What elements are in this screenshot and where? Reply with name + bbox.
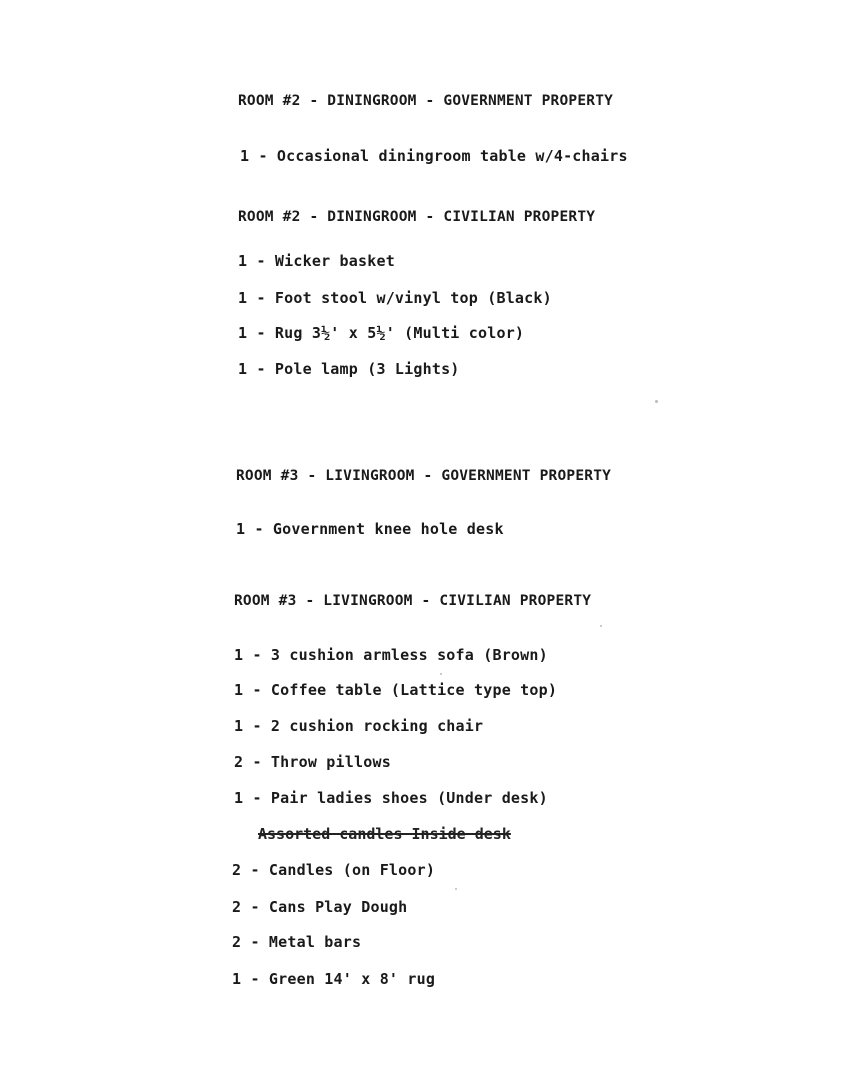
section-heading-room3-government: ROOM #3 - LIVINGROOM - GOVERNMENT PROPERTY <box>236 468 612 484</box>
list-item: 1 - Foot stool w/vinyl top (Black) <box>238 289 552 307</box>
list-item: 1 - 3 cushion armless sofa (Brown) <box>234 646 548 664</box>
list-item: 2 - Cans Play Dough <box>232 898 408 916</box>
list-item: 1 - Green 14' x 8' rug <box>232 970 436 988</box>
scan-speck <box>655 400 658 403</box>
list-item: 1 - Occasional diningroom table w/4-chairs <box>240 147 628 165</box>
list-item: 1 - Wicker basket <box>238 252 395 270</box>
list-item: 2 - Candles (on Floor) <box>232 861 436 879</box>
list-item: 1 - Pole lamp (3 Lights) <box>238 360 460 378</box>
list-item: 1 - 2 cushion rocking chair <box>234 717 484 735</box>
scan-speck <box>440 673 442 675</box>
list-item: 1 - Government knee hole desk <box>236 520 504 538</box>
list-item: 1 - Rug 3½' x 5½' (Multi color) <box>238 324 525 342</box>
scan-speck <box>600 625 602 627</box>
list-item: 2 - Metal bars <box>232 933 362 951</box>
list-item: 2 - Throw pillows <box>234 753 391 771</box>
scan-speck <box>455 888 457 890</box>
section-heading-room2-civilian: ROOM #2 - DININGROOM - CIVILIAN PROPERTY <box>238 209 596 225</box>
list-item: 1 - Pair ladies shoes (Under desk) <box>234 789 548 807</box>
list-item: 1 - Coffee table (Lattice type top) <box>234 681 558 699</box>
section-heading-room3-civilian: ROOM #3 - LIVINGROOM - CIVILIAN PROPERTY <box>234 593 592 609</box>
section-heading-room2-government: ROOM #2 - DININGROOM - GOVERNMENT PROPERTY <box>238 93 614 109</box>
struck-item: Assorted candles Inside desk <box>258 825 511 843</box>
